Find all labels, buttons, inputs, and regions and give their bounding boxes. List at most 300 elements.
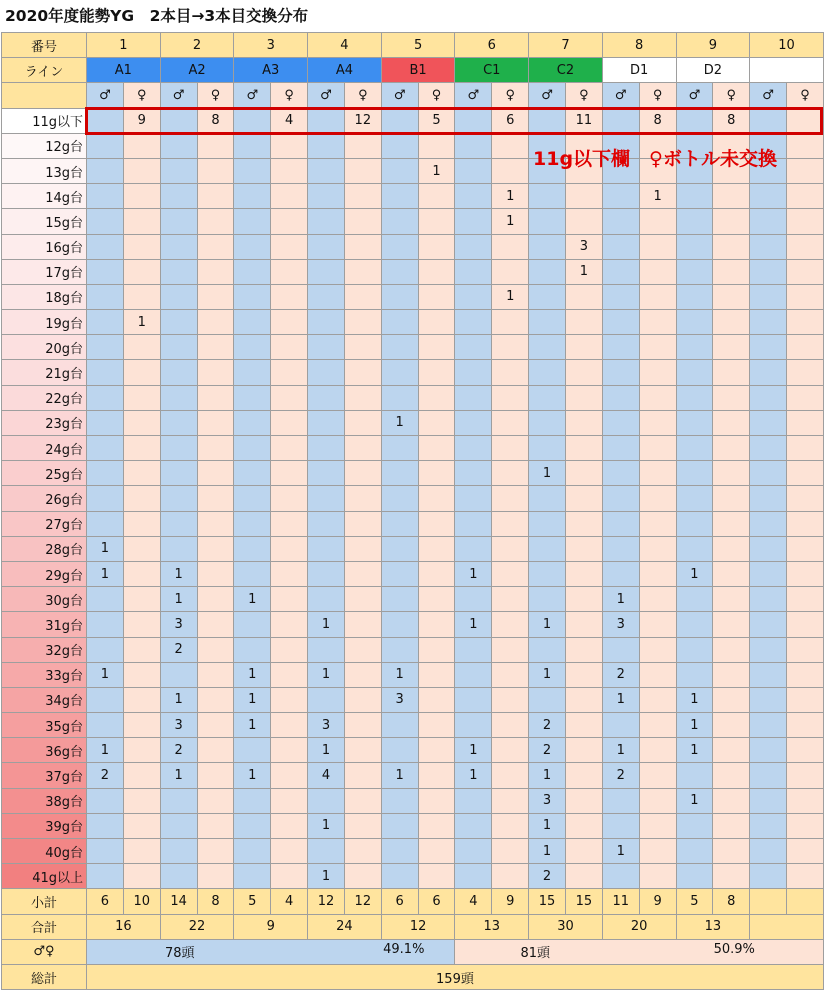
count-cell — [344, 662, 381, 687]
count-cell — [308, 561, 345, 586]
count-cell — [676, 486, 713, 511]
count-cell — [160, 108, 197, 133]
count-cell — [381, 310, 418, 335]
count-cell — [676, 284, 713, 309]
count-cell — [197, 864, 234, 889]
count-cell — [455, 410, 492, 435]
count-cell — [676, 385, 713, 410]
count-cell — [492, 612, 529, 637]
weight-label: 39g台 — [2, 813, 87, 838]
count-cell — [308, 511, 345, 536]
count-cell — [271, 335, 308, 360]
count-cell — [787, 209, 824, 234]
count-cell — [160, 461, 197, 486]
count-cell: 1 — [602, 738, 639, 763]
count-cell — [197, 612, 234, 637]
count-cell — [455, 158, 492, 183]
count-cell — [787, 813, 824, 838]
count-cell — [565, 738, 602, 763]
count-cell — [87, 864, 124, 889]
count-cell — [123, 259, 160, 284]
count-cell — [123, 209, 160, 234]
count-cell — [602, 637, 639, 662]
count-cell — [123, 461, 160, 486]
count-cell — [87, 461, 124, 486]
count-cell — [602, 410, 639, 435]
count-cell — [676, 839, 713, 864]
count-cell — [271, 234, 308, 259]
count-cell — [418, 763, 455, 788]
count-cell: 2 — [529, 864, 566, 889]
count-cell — [713, 864, 750, 889]
count-cell — [160, 259, 197, 284]
count-cell — [676, 587, 713, 612]
count-cell — [234, 410, 271, 435]
count-cell — [787, 259, 824, 284]
count-cell — [381, 284, 418, 309]
count-cell — [87, 486, 124, 511]
weight-label: 34g台 — [2, 687, 87, 712]
male-symbol: ♂ — [381, 83, 418, 108]
count-cell — [639, 813, 676, 838]
count-cell — [787, 536, 824, 561]
count-cell — [418, 839, 455, 864]
count-cell — [197, 436, 234, 461]
count-cell — [308, 133, 345, 158]
count-cell — [787, 788, 824, 813]
count-cell — [639, 385, 676, 410]
count-cell — [565, 839, 602, 864]
count-cell: 1 — [529, 763, 566, 788]
subtotal-row — [2, 889, 824, 914]
weight-row — [2, 813, 824, 838]
weight-row — [2, 385, 824, 410]
count-cell — [197, 360, 234, 385]
male-symbol: ♂ — [455, 83, 492, 108]
count-cell — [308, 436, 345, 461]
number-cell: 3 — [234, 33, 308, 58]
count-cell — [713, 788, 750, 813]
count-cell — [455, 536, 492, 561]
count-cell — [308, 259, 345, 284]
count-cell — [271, 410, 308, 435]
subtotal-cell: 5 — [676, 889, 713, 914]
count-cell — [271, 133, 308, 158]
note-text: 11g以下欄 ♀ボトル未交換 — [533, 148, 777, 170]
weight-label: 18g台 — [2, 284, 87, 309]
count-cell — [455, 587, 492, 612]
count-cell — [418, 662, 455, 687]
count-cell — [418, 612, 455, 637]
count-cell — [639, 259, 676, 284]
count-cell — [676, 360, 713, 385]
weight-label: 37g台 — [2, 763, 87, 788]
count-cell — [787, 662, 824, 687]
count-cell — [676, 662, 713, 687]
count-cell — [787, 133, 824, 158]
count-cell — [160, 158, 197, 183]
count-cell — [234, 335, 271, 360]
count-cell — [87, 788, 124, 813]
count-cell: 5 — [418, 108, 455, 133]
weight-label: 38g台 — [2, 788, 87, 813]
count-cell — [381, 511, 418, 536]
count-cell — [197, 687, 234, 712]
count-cell — [492, 662, 529, 687]
count-cell — [123, 637, 160, 662]
count-cell — [787, 310, 824, 335]
count-cell — [123, 713, 160, 738]
count-cell — [750, 864, 787, 889]
count-cell: 1 — [529, 839, 566, 864]
count-cell — [492, 486, 529, 511]
weight-row — [2, 687, 824, 712]
count-cell: 3 — [160, 713, 197, 738]
count-cell — [602, 335, 639, 360]
count-cell — [787, 158, 824, 183]
count-cell: 3 — [308, 713, 345, 738]
count-cell — [639, 612, 676, 637]
count-cell: 8 — [639, 108, 676, 133]
count-cell — [492, 813, 529, 838]
count-cell — [750, 839, 787, 864]
count-cell — [639, 310, 676, 335]
count-cell — [87, 310, 124, 335]
count-cell — [639, 360, 676, 385]
count-cell — [750, 612, 787, 637]
count-cell — [492, 461, 529, 486]
count-cell — [750, 561, 787, 586]
count-cell — [381, 738, 418, 763]
count-cell — [529, 637, 566, 662]
number-cell: 7 — [529, 33, 603, 58]
count-cell — [492, 259, 529, 284]
count-cell — [381, 864, 418, 889]
weight-label: 20g台 — [2, 335, 87, 360]
count-cell — [676, 511, 713, 536]
count-cell — [639, 839, 676, 864]
count-cell — [87, 713, 124, 738]
count-cell — [160, 335, 197, 360]
count-cell — [750, 763, 787, 788]
count-cell — [602, 713, 639, 738]
count-cell — [234, 561, 271, 586]
count-cell: 1 — [565, 259, 602, 284]
count-cell — [344, 561, 381, 586]
female-symbol: ♀ — [197, 83, 234, 108]
count-cell — [381, 813, 418, 838]
total-cell: 13 — [676, 914, 750, 939]
count-cell — [344, 763, 381, 788]
count-cell — [787, 587, 824, 612]
count-cell — [344, 234, 381, 259]
weight-label: 23g台 — [2, 410, 87, 435]
count-cell — [639, 687, 676, 712]
subtotal-cell: 5 — [234, 889, 271, 914]
line-header: ライン — [2, 58, 87, 83]
count-cell: 3 — [160, 612, 197, 637]
count-cell — [123, 839, 160, 864]
line-cell: D1 — [602, 58, 676, 83]
count-cell: 1 — [234, 587, 271, 612]
female-symbol: ♀ — [492, 83, 529, 108]
count-cell: 1 — [234, 763, 271, 788]
count-cell — [123, 561, 160, 586]
weight-row — [2, 713, 824, 738]
weight-label: 17g台 — [2, 259, 87, 284]
count-cell — [750, 687, 787, 712]
grand-total-label: 総計 — [2, 964, 87, 989]
count-cell — [344, 461, 381, 486]
count-cell — [602, 436, 639, 461]
count-cell — [234, 133, 271, 158]
count-cell — [602, 259, 639, 284]
weight-label: 32g台 — [2, 637, 87, 662]
count-cell — [271, 184, 308, 209]
count-cell — [87, 637, 124, 662]
count-cell — [381, 209, 418, 234]
count-cell — [308, 536, 345, 561]
count-cell — [87, 209, 124, 234]
number-cell: 6 — [455, 33, 529, 58]
count-cell — [87, 385, 124, 410]
count-cell: 1 — [529, 612, 566, 637]
count-cell — [713, 234, 750, 259]
count-cell — [602, 864, 639, 889]
count-cell — [565, 612, 602, 637]
count-cell — [344, 536, 381, 561]
female-symbol: ♀ — [787, 83, 824, 108]
count-cell — [344, 209, 381, 234]
count-cell — [455, 486, 492, 511]
count-cell — [87, 839, 124, 864]
male-ratio-cell — [87, 939, 455, 964]
count-cell — [197, 788, 234, 813]
count-cell: 1 — [602, 587, 639, 612]
count-cell — [197, 461, 234, 486]
count-cell: 1 — [381, 763, 418, 788]
weight-label: 31g台 — [2, 612, 87, 637]
count-cell — [565, 385, 602, 410]
count-cell — [271, 788, 308, 813]
count-cell — [639, 536, 676, 561]
count-cell — [160, 486, 197, 511]
count-cell — [750, 385, 787, 410]
count-cell — [713, 839, 750, 864]
line-cell: B1 — [381, 58, 455, 83]
count-cell — [565, 410, 602, 435]
count-cell — [639, 436, 676, 461]
count-cell — [123, 360, 160, 385]
count-cell: 2 — [160, 637, 197, 662]
weight-row — [2, 612, 824, 637]
total-cell: 22 — [160, 914, 234, 939]
count-cell — [529, 587, 566, 612]
count-cell — [602, 310, 639, 335]
line-row — [2, 58, 824, 83]
count-cell — [197, 259, 234, 284]
count-cell — [639, 511, 676, 536]
total-cell: 13 — [455, 914, 529, 939]
count-cell — [787, 687, 824, 712]
count-cell — [418, 209, 455, 234]
count-cell — [713, 259, 750, 284]
count-cell — [492, 839, 529, 864]
count-cell — [381, 184, 418, 209]
line-cell: D2 — [676, 58, 750, 83]
count-cell — [750, 335, 787, 360]
count-cell — [639, 284, 676, 309]
count-cell — [344, 259, 381, 284]
subtotal-cell: 6 — [381, 889, 418, 914]
grand-total-row — [2, 964, 824, 989]
count-cell — [787, 763, 824, 788]
count-cell — [713, 461, 750, 486]
count-cell — [787, 335, 824, 360]
subtotal-cell: 9 — [492, 889, 529, 914]
count-cell — [197, 335, 234, 360]
count-cell: 1 — [123, 310, 160, 335]
count-cell — [639, 335, 676, 360]
count-cell — [271, 461, 308, 486]
count-cell — [787, 184, 824, 209]
weight-label: 41g以上 — [2, 864, 87, 889]
count-cell — [123, 662, 160, 687]
count-cell — [197, 839, 234, 864]
subtotal-cell: 4 — [271, 889, 308, 914]
count-cell — [787, 713, 824, 738]
count-cell: 12 — [344, 108, 381, 133]
count-cell — [787, 486, 824, 511]
count-cell: 6 — [492, 108, 529, 133]
count-cell — [271, 612, 308, 637]
count-cell — [787, 511, 824, 536]
count-cell — [492, 436, 529, 461]
count-cell — [344, 360, 381, 385]
count-cell — [123, 864, 160, 889]
count-cell — [713, 763, 750, 788]
weight-row — [2, 637, 824, 662]
count-cell — [344, 637, 381, 662]
count-cell: 8 — [713, 108, 750, 133]
count-cell — [492, 561, 529, 586]
count-cell — [565, 763, 602, 788]
count-cell — [565, 587, 602, 612]
weight-row — [2, 335, 824, 360]
count-cell — [565, 561, 602, 586]
count-cell — [344, 335, 381, 360]
count-cell — [713, 713, 750, 738]
count-cell — [123, 410, 160, 435]
count-cell — [308, 461, 345, 486]
count-cell — [602, 360, 639, 385]
count-cell — [639, 234, 676, 259]
count-cell — [639, 587, 676, 612]
count-cell — [381, 335, 418, 360]
count-cell — [234, 738, 271, 763]
weight-row — [2, 536, 824, 561]
count-cell: 3 — [602, 612, 639, 637]
count-cell — [455, 687, 492, 712]
count-cell — [271, 561, 308, 586]
count-cell — [676, 536, 713, 561]
count-cell — [197, 713, 234, 738]
count-cell: 2 — [87, 763, 124, 788]
count-cell — [565, 511, 602, 536]
count-cell — [676, 108, 713, 133]
count-cell: 1 — [676, 738, 713, 763]
count-cell — [492, 360, 529, 385]
count-cell — [271, 687, 308, 712]
count-cell — [713, 410, 750, 435]
count-cell — [492, 410, 529, 435]
weight-row — [2, 284, 824, 309]
count-cell — [160, 436, 197, 461]
count-cell — [529, 259, 566, 284]
count-cell — [529, 234, 566, 259]
weight-label: 12g台 — [2, 133, 87, 158]
weight-row — [2, 108, 824, 133]
count-cell — [160, 511, 197, 536]
count-cell — [492, 788, 529, 813]
count-cell — [381, 385, 418, 410]
count-cell — [123, 234, 160, 259]
count-cell — [492, 133, 529, 158]
count-cell — [455, 234, 492, 259]
count-cell — [123, 536, 160, 561]
count-cell: 1 — [529, 461, 566, 486]
count-cell — [381, 536, 418, 561]
count-cell — [639, 738, 676, 763]
weight-label: 26g台 — [2, 486, 87, 511]
weight-label: 11g以下 — [2, 108, 87, 133]
count-cell — [160, 310, 197, 335]
count-cell — [750, 259, 787, 284]
count-cell — [381, 461, 418, 486]
count-cell — [234, 360, 271, 385]
count-cell — [308, 310, 345, 335]
count-cell — [123, 436, 160, 461]
count-cell — [713, 184, 750, 209]
weight-row — [2, 763, 824, 788]
count-cell — [381, 259, 418, 284]
grand-total-cell: 159頭 — [87, 964, 824, 989]
female-symbol: ♀ — [418, 83, 455, 108]
count-cell — [197, 763, 234, 788]
count-cell — [271, 738, 308, 763]
count-cell — [308, 587, 345, 612]
ratio-label: ♂♀ — [2, 939, 87, 964]
count-cell — [308, 637, 345, 662]
weight-row — [2, 864, 824, 889]
count-cell — [197, 284, 234, 309]
count-cell — [197, 385, 234, 410]
count-cell — [455, 385, 492, 410]
total-label: 合計 — [2, 914, 87, 939]
count-cell — [418, 184, 455, 209]
count-cell — [271, 385, 308, 410]
count-cell — [418, 738, 455, 763]
count-cell — [602, 486, 639, 511]
total-cell: 20 — [602, 914, 676, 939]
count-cell — [87, 184, 124, 209]
count-cell — [676, 763, 713, 788]
count-cell — [344, 436, 381, 461]
count-cell: 1 — [602, 687, 639, 712]
male-symbol: ♂ — [234, 83, 271, 108]
count-cell — [160, 536, 197, 561]
count-cell — [602, 209, 639, 234]
